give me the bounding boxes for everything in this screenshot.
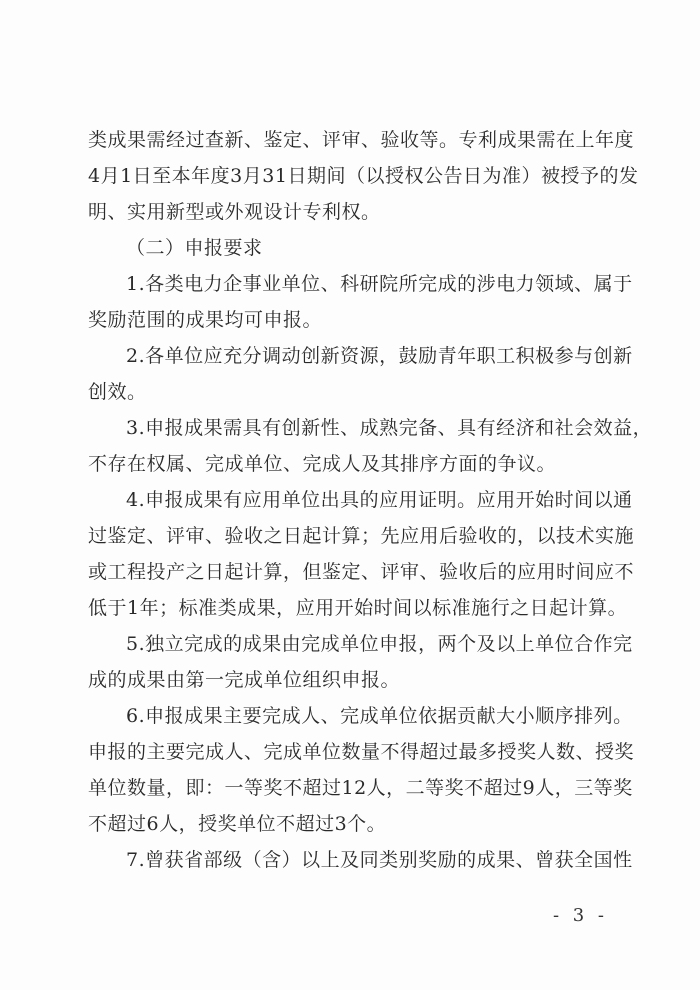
text-line: 创效。 bbox=[88, 381, 147, 403]
text-line: 4月1日至本年度3月31日期间（以授权公告日为准）被授予的发 bbox=[88, 165, 639, 187]
text-line: 4.申报成果有应用单位出具的应用证明。应用开始时间以通 bbox=[126, 489, 633, 511]
text-line: 不存在权属、完成单位、完成人及其排序方面的争议。 bbox=[88, 453, 557, 475]
text-line: 单位数量，即：一等奖不超过12人，二等奖不超过9人，三等奖 bbox=[88, 777, 633, 799]
document-body bbox=[88, 122, 653, 878]
text-line: 7.曾获省部级（含）以上及同类别奖励的成果、曾获全国性 bbox=[126, 849, 633, 871]
text-line: 类成果需经过查新、鉴定、评审、验收等。专利成果需在上年度 bbox=[88, 129, 635, 151]
text-line: 过鉴定、评审、验收之日起计算；先应用后验收的，以技术实施 bbox=[88, 525, 635, 547]
text-line: 5.独立完成的成果由完成单位申报，两个及以上单位合作完 bbox=[126, 633, 633, 655]
text-line: 2.各单位应充分调动创新资源，鼓励青年职工积极参与创新 bbox=[126, 345, 633, 367]
page-number: - 3 - bbox=[552, 905, 608, 926]
text-line: 或工程投产之日起计算，但鉴定、评审、验收后的应用时间应不 bbox=[88, 561, 635, 583]
section-heading: （二）申报要求 bbox=[126, 237, 263, 259]
text-line: 奖励范围的成果均可申报。 bbox=[88, 309, 323, 331]
text-line: 成的成果由第一完成单位组织申报。 bbox=[88, 669, 401, 691]
text-line: 申报的主要完成人、完成单位数量不得超过最多授奖人数、授奖 bbox=[88, 741, 635, 763]
text-line: 低于1年；标准类成果，应用开始时间以标准施行之日起计算。 bbox=[88, 597, 628, 619]
text-line: 6.申报成果主要完成人、完成单位依据贡献大小顺序排列。 bbox=[126, 705, 633, 727]
text-line: 1.各类电力企事业单位、科研院所完成的涉电力领域、属于 bbox=[126, 273, 633, 295]
text-line: 不超过6人，授奖单位不超过3个。 bbox=[88, 813, 387, 835]
text-line: 明、实用新型或外观设计专利权。 bbox=[88, 201, 381, 223]
text-line: 3.申报成果需具有创新性、成熟完备、具有经济和社会效益， bbox=[126, 417, 653, 439]
